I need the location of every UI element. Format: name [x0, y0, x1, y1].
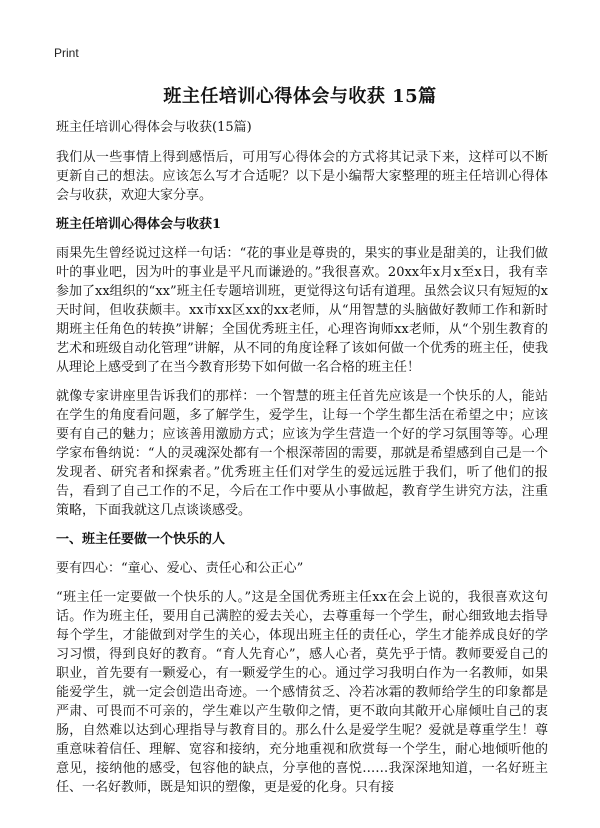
- paragraph-3: 要有四心：“童心、爱心、责任心和公正心”: [56, 561, 304, 576]
- intro-paragraph: 我们从一些事情上得到感悟后，可用写心得体会的方式将其记录下来，这样可以不断更新自己的想法。应该怎么写才合适呢？以下是小编帮大家整理的班主任培训心得体会与收获，欢迎大家分享。: [56, 150, 548, 203]
- paragraph-4: “班主任一定要做一个快乐的人。”这是全国优秀班主任xx在会上说的，我很喜欢这句话。作为班主任，要用自己满腔的爱去关心，去尊重每一个学生，耐心细致地去指导每个学生，才能做到对学生的关心，体现出班主任的责任心，学生才能养成良好的学习习惯，得到良好的教育。“育人先育心”，感人心者，莫先乎于情。教师要爱自己的职业，首先要有一颗爱心，有一颗爱学生的心。通过学习我明白作为一名教师，如果能爱学生，就一定会创造出奇迹。一个感情贫乏、冷若冰霜的教师给学生的印象都是严肃、可畏而不可亲的，学生难以产生敬仰之情，更不敢向其敞开心扉倾吐自己的衷肠，自然难以达到心理指导与教育目的。那么什么是爱学生呢？爱就是尊重学生！尊重意味着信任、理解、宽容和接纳，充分地重视和欣赏每一个学生，耐心地倾听他的意见，接纳他的感受，包容他的缺点，分享他的喜悦……我深深地知道，一名好班主任、一名好教师，既是知识的塑像，更是爱的化身。只有接: [56, 590, 548, 795]
- section-heading-1: 班主任培训心得体会与收获1: [56, 217, 222, 232]
- print-label: Print: [54, 46, 79, 60]
- section-heading-2: 一、班主任要做一个快乐的人: [56, 532, 226, 547]
- document-body: [56, 118, 548, 807]
- paragraph-2: 就像专家讲座里告诉我们的那样：一个智慧的班主任首先应该是一个快乐的人，能站在学生的角度看问题，多了解学生，爱学生，让每一个学生都生活在希望之中；应该要有自己的魅力；应该善用激励方式；应该为学生营造一个好的学习氛围等等。心理学家布鲁纳说：“人的灵魂深处都有一个根深蒂固的需要，那就是希望感到自己是一个发现者、研究者和探索者。”优秀班主任们对学生的爱远远胜于我们，听了他们的报告，看到了自己工作的不足，今后在工作中要从小事做起，教育学生讲究方法，注重策略，下面我就这几点谈谈感受。: [56, 389, 548, 518]
- document-title: 班主任培训心得体会与收获 15篇: [163, 86, 437, 107]
- document-subtitle: 班主任培训心得体会与收获(15篇): [56, 120, 252, 135]
- paragraph-1: 雨果先生曾经说过这样一句话：“花的事业是尊贵的，果实的事业是甜美的，让我们做叶的事业吧，因为叶的事业是平凡而谦逊的。”我很喜欢。20xx年x月x至x日，我有幸参加了xx组织的“xx”班主任专题培训班，更觉得这句话有道理。虽然会议只有短短的x天时间，但收获颇丰。xx市xx区xx的xx老师，从“用智慧的头脑做好教师工作和新时期班主任角色的转换”讲解；全国优秀班主任，心理咨询师xx老师，从“个别生教育的艺术和班级自动化管理”讲解，从不同的角度诠释了该如何做一个优秀的班主任，使我从理论上感受到了在当今教育形势下如何做一名合格的班主任！: [56, 246, 548, 375]
